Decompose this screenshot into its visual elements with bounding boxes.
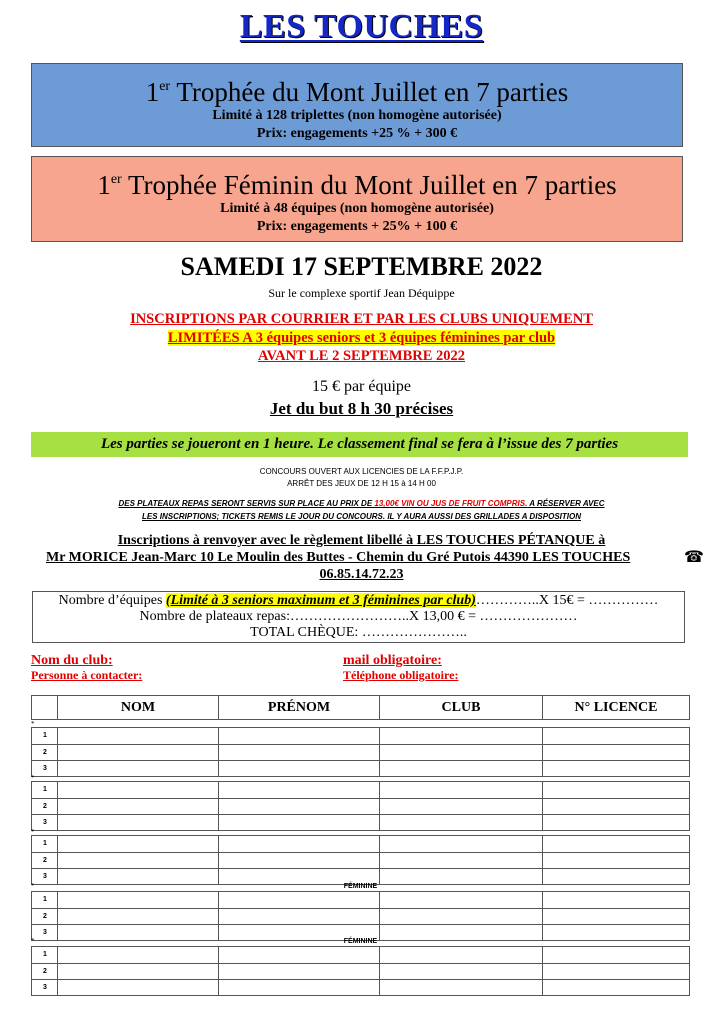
row-number: 1 (43, 786, 47, 793)
licence-cell[interactable] (542, 745, 689, 760)
club-cell[interactable] (379, 853, 542, 868)
row-number: 3 (43, 819, 47, 826)
meals-price: 13,00€ VIN OU JUS DE FRUIT COMPRIS. (374, 499, 528, 508)
team-row (32, 728, 689, 744)
grid-header (31, 695, 690, 720)
trophy-feminine-ordinal-sup: er (110, 172, 122, 187)
licence-cell[interactable] (542, 782, 689, 798)
parties-note: Les parties se joueront en 1 heure. Le classement final se fera à l’issue des 7 parties (31, 432, 688, 457)
page-title: LES TOUCHES (239, 8, 484, 45)
trophy-feminine-ordinal: 1 (97, 170, 111, 200)
order-meals-line: Nombre de plateaux repas:……………………..X 13,00 € = ………………… (139, 609, 578, 624)
team-marker: * (31, 720, 35, 728)
team-row (32, 852, 689, 868)
order-teams-label: Nombre d’équipes (58, 593, 166, 608)
club-cell[interactable] (379, 745, 542, 760)
nom-cell[interactable] (57, 869, 218, 884)
nom-cell[interactable] (57, 964, 218, 979)
team-table (31, 781, 690, 831)
team-row (32, 947, 689, 963)
registration-line-1-text: INSCRIPTIONS PAR COURRIER ET PAR LES CLUBS UNIQUEMENT (130, 311, 593, 327)
price-per-team: 15 € par équipe (311, 378, 412, 395)
registration-line-1 (0, 311, 723, 328)
club-cell[interactable] (379, 964, 542, 979)
club-cell[interactable] (379, 909, 542, 924)
nom-cell[interactable] (57, 745, 218, 760)
trophy-feminine-limit: Limité à 48 équipes (non homogène autorisée) (220, 201, 494, 216)
nom-cell[interactable] (57, 980, 218, 995)
jet-du-but: Jet du but 8 h 30 précises (269, 399, 454, 418)
licence-cell[interactable] (542, 815, 689, 830)
club-cell[interactable] (379, 815, 542, 830)
team-row (32, 963, 689, 979)
trophy-open-prize: Prix: engagements +25 % + 300 € (256, 126, 458, 141)
prenom-cell[interactable] (218, 761, 379, 776)
row-number: 3 (43, 765, 47, 772)
team-row (32, 868, 689, 884)
team-row (32, 908, 689, 924)
nom-cell[interactable] (57, 909, 218, 924)
team-row (32, 744, 689, 760)
prenom-cell[interactable] (218, 964, 379, 979)
trophy-feminine-heading (32, 165, 682, 200)
licence-cell[interactable] (542, 947, 689, 963)
order-teams-line (33, 593, 684, 609)
prenom-cell[interactable] (218, 815, 379, 830)
prenom-cell[interactable] (218, 782, 379, 798)
nom-cell[interactable] (57, 782, 218, 798)
nom-cell[interactable] (57, 947, 218, 963)
grid-header-index (32, 696, 57, 719)
grid-header-licence: N° LICENCE (542, 696, 689, 719)
team-row (32, 760, 689, 776)
licence-cell[interactable] (542, 728, 689, 744)
grid-header-nom: NOM (57, 696, 218, 719)
order-box (32, 591, 685, 643)
club-cell[interactable] (379, 892, 542, 908)
trophy-feminine-box (31, 156, 683, 242)
team-marker: * (31, 937, 35, 945)
club-cell[interactable] (379, 782, 542, 798)
team-table (31, 946, 690, 996)
row-number: 1 (43, 840, 47, 847)
trophy-open-heading (32, 72, 682, 107)
licence-cell[interactable] (542, 964, 689, 979)
club-cell[interactable] (379, 799, 542, 814)
prenom-cell[interactable] (218, 853, 379, 868)
nom-cell[interactable] (57, 761, 218, 776)
team-row (32, 814, 689, 830)
prenom-cell[interactable] (218, 799, 379, 814)
send-to-address: Mr MORICE Jean-Marc 10 Le Moulin des Buttes - Chemin du Gré Putois 44390 LES TOUCHES (46, 550, 631, 565)
registration-line-3-text: AVANT LE 2 SEPTEMBRE 2022 (257, 348, 466, 364)
nom-cell[interactable] (57, 728, 218, 744)
nom-cell[interactable] (57, 892, 218, 908)
licence-cell[interactable] (542, 799, 689, 814)
prenom-cell[interactable] (218, 909, 379, 924)
meals-part-1: DES PLATEAUX REPAS SERONT SERVIS SUR PLACE AU PRIX DE (118, 499, 375, 508)
nom-cell[interactable] (57, 836, 218, 852)
event-date: SAMEDI 17 SEPTEMBRE 2022 (180, 252, 543, 281)
prenom-cell[interactable] (218, 745, 379, 760)
licence-cell[interactable] (542, 909, 689, 924)
row-number: 2 (43, 749, 47, 756)
licence-cell[interactable] (542, 980, 689, 995)
grid-header-prenom: PRÉNOM (218, 696, 379, 719)
team-table (31, 891, 690, 941)
club-cell[interactable] (379, 728, 542, 744)
order-teams-limit: (Limité à 3 seniors maximum et 3 féminines par club) (165, 593, 476, 608)
row-number: 2 (43, 857, 47, 864)
nom-cell[interactable] (57, 799, 218, 814)
club-cell[interactable] (379, 836, 542, 852)
team-marker: * (31, 774, 35, 782)
send-to-line-1: Inscriptions à renvoyer avec le règlement libellé à LES TOUCHES PÉTANQUE à (117, 533, 606, 548)
meals-part-2: A RÉSERVER AVEC (527, 499, 605, 508)
team-row (32, 979, 689, 995)
registration-line-2 (0, 330, 723, 347)
feminine-label: FÉMININE (343, 938, 378, 945)
registration-line-3 (0, 348, 723, 365)
nom-cell[interactable] (57, 853, 218, 868)
send-to-phone: 06.85.14.72.23 (319, 567, 404, 582)
row-number: 3 (43, 984, 47, 991)
team-row (32, 782, 689, 798)
meals-line-2: LES INSCRIPTIONS; TICKETS REMIS LE JOUR DU CONCOURS. IL Y AURA AUSSI DES GRILLADES A DISPOSITION (141, 512, 581, 521)
prenom-cell[interactable] (218, 947, 379, 963)
prenom-cell[interactable] (218, 869, 379, 884)
team-table (31, 727, 690, 777)
row-number: 3 (43, 873, 47, 880)
team-row (32, 836, 689, 852)
mail-label: mail obligatoire: (343, 653, 442, 668)
feminine-label: FÉMININE (343, 883, 378, 890)
licence-cell[interactable] (542, 836, 689, 852)
trophy-open-limit: Limité à 128 triplettes (non homogène autorisée) (212, 108, 502, 123)
order-total-line: TOTAL CHÈQUE: ………………….. (250, 625, 467, 640)
trophy-open-box (31, 63, 683, 147)
trophy-feminine-name: Trophée Féminin du Mont Juillet en 7 parties (121, 170, 617, 200)
team-row (32, 798, 689, 814)
trophy-feminine-prize: Prix: engagements + 25% + 100 € (256, 219, 458, 234)
phone-label: Téléphone obligatoire: (343, 668, 459, 682)
row-number: 2 (43, 803, 47, 810)
prenom-cell[interactable] (218, 836, 379, 852)
open-to-note: CONCOURS OUVERT AUX LICENCIES DE LA F.F.P.J.P. (259, 467, 464, 476)
licence-cell[interactable] (542, 761, 689, 776)
contact-person-label: Personne à contacter: (31, 668, 143, 682)
row-number: 3 (43, 929, 47, 936)
trophy-open-ordinal-sup: er (159, 79, 171, 94)
team-marker: * (31, 828, 35, 836)
team-marker: * (31, 882, 35, 890)
row-number: 2 (43, 968, 47, 975)
row-number: 1 (43, 732, 47, 739)
grid-header-club: CLUB (379, 696, 542, 719)
row-number: 1 (43, 951, 47, 958)
row-number: 1 (43, 896, 47, 903)
prenom-cell[interactable] (218, 892, 379, 908)
club-cell[interactable] (379, 947, 542, 963)
row-number: 2 (43, 913, 47, 920)
telephone-icon: ☎ (684, 549, 704, 566)
licence-cell[interactable] (542, 869, 689, 884)
meals-line-1 (0, 499, 723, 508)
licence-cell[interactable] (542, 892, 689, 908)
trophy-open-ordinal: 1 (145, 77, 160, 107)
licence-cell[interactable] (542, 853, 689, 868)
prenom-cell[interactable] (218, 728, 379, 744)
break-time-note: ARRÊT DES JEUX DE 12 H 15 à 14 H 00 (287, 479, 436, 488)
team-row (32, 892, 689, 908)
order-teams-rest: …………..X 15€ = …………… (475, 593, 659, 608)
club-cell[interactable] (379, 980, 542, 995)
trophy-open-name: Trophée du Mont Juillet en 7 parties (170, 77, 569, 107)
team-table (31, 835, 690, 885)
club-name-label: Nom du club: (31, 653, 113, 668)
club-cell[interactable] (379, 761, 542, 776)
club-cell[interactable] (379, 869, 542, 884)
prenom-cell[interactable] (218, 980, 379, 995)
event-venue: Sur le complexe sportif Jean Déquippe (268, 286, 455, 300)
registration-line-2-text: LIMITÉES A 3 équipes seniors et 3 équipes féminines par club (167, 330, 556, 346)
nom-cell[interactable] (57, 815, 218, 830)
